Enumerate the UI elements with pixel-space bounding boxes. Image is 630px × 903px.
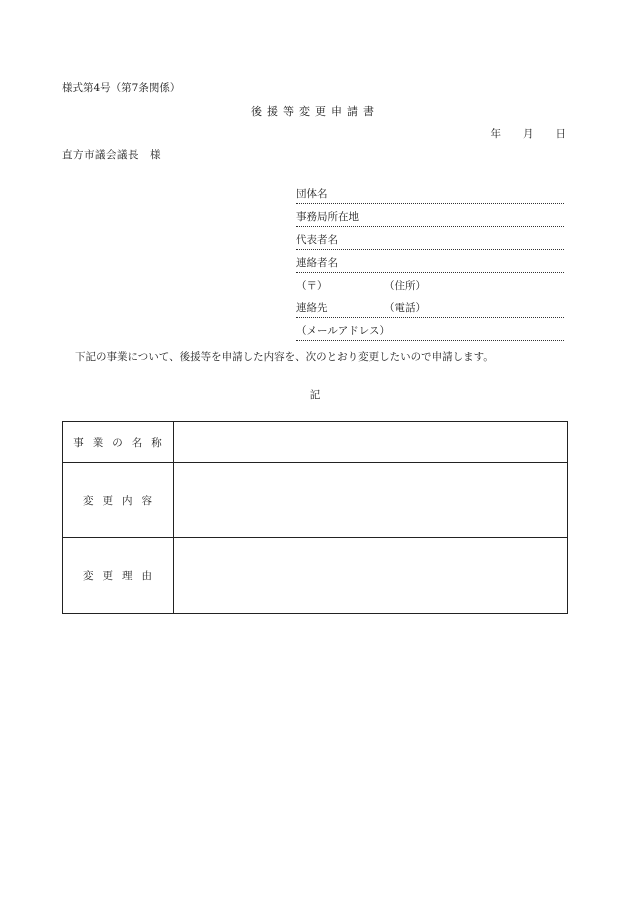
contact-phone-field[interactable] xyxy=(296,295,564,318)
contact-label: 連絡先 xyxy=(296,302,328,314)
project-name-label: 事業の名称 xyxy=(63,422,174,463)
representative-field[interactable] xyxy=(296,227,564,250)
ki-heading: 記 xyxy=(309,389,321,401)
postal-mark: （〒） xyxy=(296,280,328,292)
recipient: 直方市議会議長 様 xyxy=(62,149,161,161)
date-line xyxy=(491,126,567,141)
contact-person-field[interactable] xyxy=(296,250,564,273)
office-address-label: 事務局所在地 xyxy=(296,211,359,223)
table-row xyxy=(63,538,568,614)
detail-table xyxy=(62,421,568,614)
phone-label: （電話） xyxy=(384,302,426,314)
table-row xyxy=(63,463,568,538)
day-label: 日 xyxy=(555,128,566,140)
change-reason-value[interactable] xyxy=(174,538,568,614)
group-name-label: 団体名 xyxy=(296,188,328,200)
contact-person-label: 連絡者名 xyxy=(296,257,338,269)
representative-label: 代表者名 xyxy=(296,234,338,246)
change-reason-label: 変更理由 xyxy=(63,538,174,614)
office-address-field[interactable] xyxy=(296,204,564,227)
applicant-fields xyxy=(296,181,564,341)
body-text: 下記の事業について、後援等を申請した内容を、次のとおり変更したいので申請します。 xyxy=(75,351,494,363)
change-content-value[interactable] xyxy=(174,463,568,538)
project-name-value[interactable] xyxy=(174,422,568,463)
document-title: 後援等変更申請書 xyxy=(251,105,379,118)
change-content-label: 変更内容 xyxy=(63,463,174,538)
month-label: 月 xyxy=(523,128,534,140)
form-number: 様式第4号（第7条関係） xyxy=(62,82,181,94)
email-label: （メールアドレス） xyxy=(296,325,390,337)
group-name-field[interactable] xyxy=(296,181,564,204)
table-row xyxy=(63,422,568,463)
year-label: 年 xyxy=(490,128,501,140)
postal-address-row[interactable] xyxy=(296,273,564,295)
address-label: （住所） xyxy=(384,280,426,292)
email-field[interactable] xyxy=(296,318,564,341)
